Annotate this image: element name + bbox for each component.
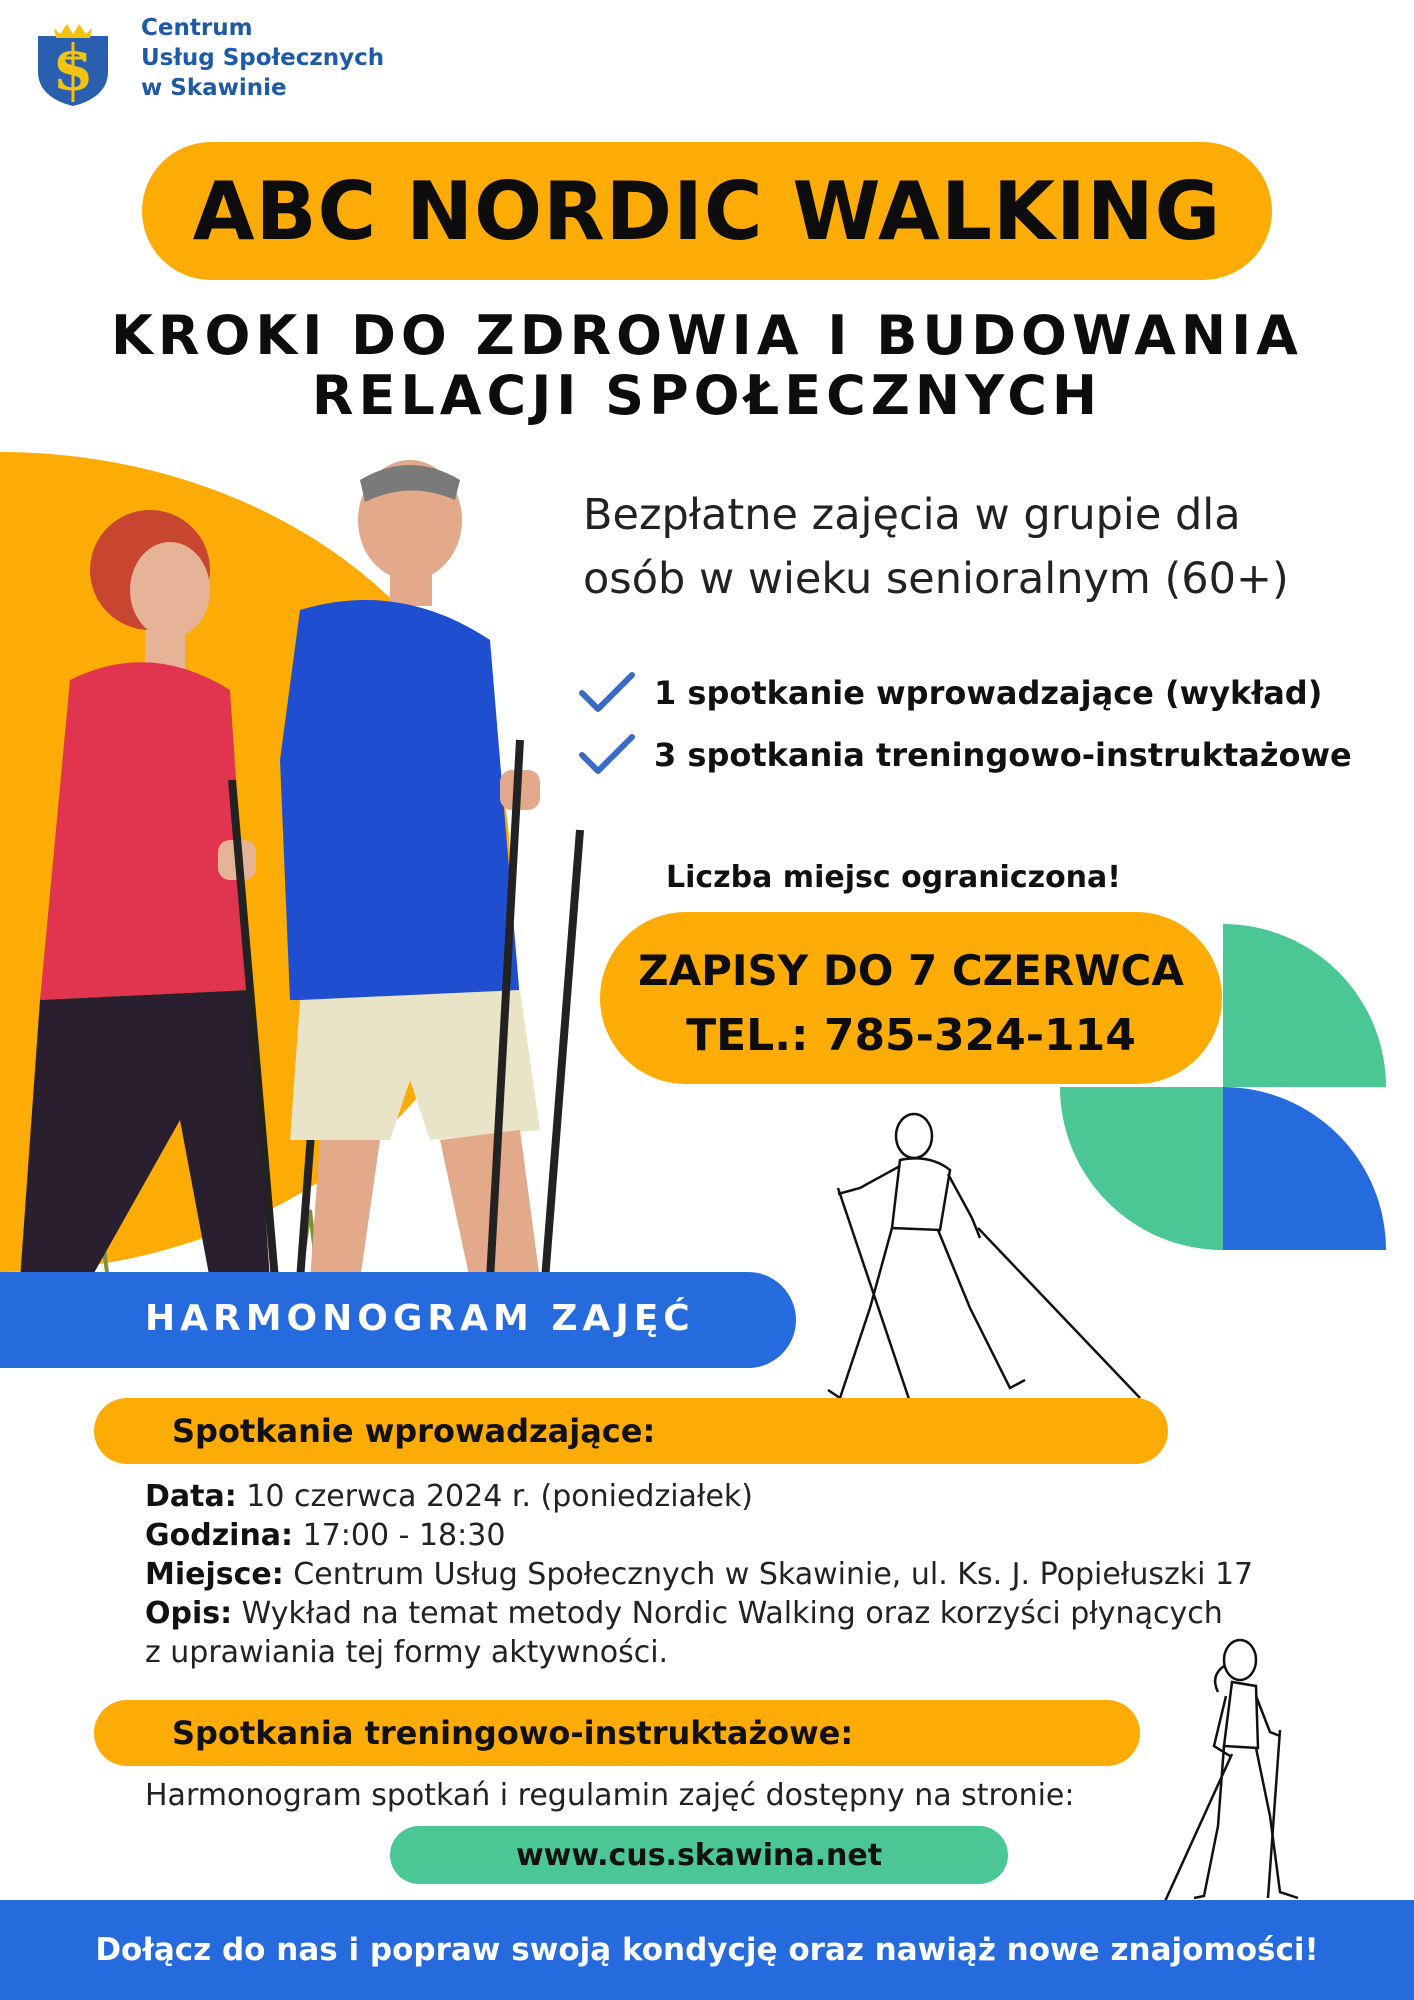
check-icon [578,733,636,777]
checklist-item-1 [578,668,1322,718]
signup-banner [600,912,1222,1084]
intro-desc-cont: z uprawiania tej formy aktywności. [145,1635,669,1670]
svg-text:S: S [54,42,92,103]
footer-bar [0,1900,1414,2000]
page-title: ABC NORDIC WALKING [192,164,1222,258]
walking-man-line-art [820,1108,1150,1408]
signup-phone: TEL.: 785-324-114 [686,1010,1136,1061]
lead-line-2: osób w wieku senioralnym (60+) [583,554,1289,604]
place-value: Centrum Usług Społecznych w Skawinie, ul. Ks. J. Popiełuszki 17 [293,1557,1254,1592]
intro-time [145,1517,505,1555]
website-link[interactable]: www.cus.skawina.net [515,1837,883,1873]
intro-place [145,1556,1253,1594]
training-meetings-pill [94,1700,1140,1766]
date-value: 10 czerwca 2024 r. (poniedziałek) [246,1479,753,1514]
website-link-pill[interactable] [390,1826,1008,1884]
check-icon [578,671,636,715]
signup-deadline: ZAPISY DO 7 CZERWCA [638,946,1184,995]
org-name-line-1: Centrum [141,15,253,41]
limited-places-note: Liczba miejsc ograniczona! [666,860,1121,895]
coat-of-arms-logo-icon [34,18,112,108]
checklist-item-2 [578,730,1352,780]
checklist-text-1: 1 spotkanie wprowadzające (wykład) [654,674,1323,712]
lead-line-1: Bezpłatne zajęcia w grupie dla [583,490,1241,540]
org-name-line-2: Usług Społecznych [141,45,385,71]
place-label: Miejsce: [145,1557,284,1592]
desc-value: Wykład na temat metody Nordic Walking oraz korzyści płynących [241,1596,1223,1631]
desc-label: Opis: [145,1596,233,1631]
subtitle-line-2: RELACJI SPOŁECZNYCH [311,364,1103,427]
date-label: Data: [145,1479,237,1514]
subtitle-line-1: KROKI DO ZDROWIA I BUDOWANIA [111,304,1303,367]
footer-slogan: Dołącz do nas i popraw swoją kondycję oraz nawiąż nowe znajomości! [95,1932,1319,1968]
intro-date [145,1478,753,1516]
intro-desc [145,1595,1223,1633]
org-name-line-3: w Skawinie [141,75,287,101]
time-value: 17:00 - 18:30 [302,1518,506,1553]
intro-meeting-title: Spotkanie wprowadzające: [172,1412,656,1450]
seniors-nordic-walking-photo [0,440,620,1280]
training-meetings-title: Spotkania treningowo-instruktażowe: [172,1714,854,1752]
intro-meeting-pill [94,1398,1168,1464]
walking-woman-line-art [1160,1636,1350,1916]
time-label: Godzina: [145,1518,294,1553]
schedule-heading: HARMONOGRAM ZAJĘĆ [145,1298,695,1339]
training-desc: Harmonogram spotkań i regulamin zajęć dostępny na stronie: [145,1778,1075,1813]
checklist-text-2: 3 spotkania treningowo-instruktażowe [654,736,1352,774]
title-banner [142,142,1272,280]
